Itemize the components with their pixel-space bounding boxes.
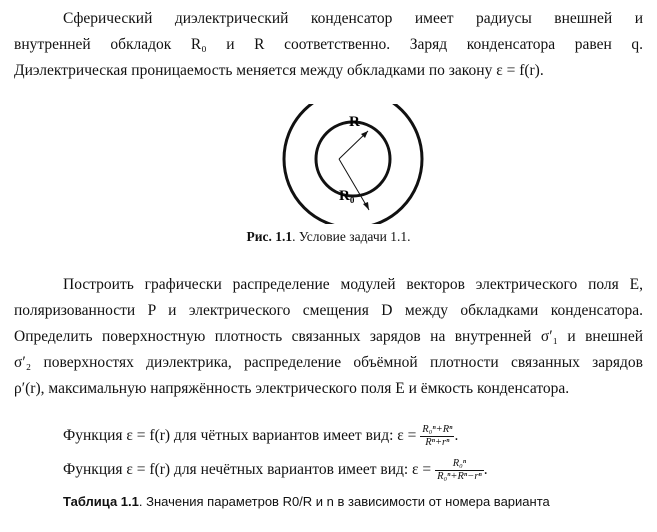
table-caption-text: . Значения параметров R0/R и n в зависимости от номера варианта — [138, 494, 550, 509]
odd-function-line: Функция ε = f(r) для нечётных вариантов имеет вид: ε = $\frac{\text{R₀ⁿ}}{\text{R₀ⁿ+Rⁿ−rⁿ}}$ . — [63, 458, 488, 482]
task-line-4: σ′₂ поверхностях диэлектрика, распределение объёмной плотности связанных зарядов — [14, 354, 643, 371]
even-denominator: Rⁿ+rⁿ — [425, 437, 450, 448]
task-line-2: поляризованности P и электрического смещения D между обкладками конденсатора. — [14, 302, 643, 319]
odd-denominator: R₀ⁿ+Rⁿ−rⁿ — [437, 471, 482, 482]
task-line-1: Построить графически распределение модулей векторов электрического поля E, — [63, 276, 643, 293]
figure-caption — [0, 229, 657, 245]
capacitor-figure — [0, 104, 657, 224]
task-line-5: ρ′(r), максимальную напряжённость электрического поля E и ёмкость конденсатора. — [14, 380, 570, 397]
label-R: R — [349, 114, 360, 130]
statement-line-1: Сферический диэлектрический конденсатор имеет радиусы внешней и — [63, 10, 643, 27]
table-caption — [63, 494, 550, 509]
statement-line-2: внутренней обкладок R₀ и R соответственно. Заряд конденсатора равен q. — [14, 36, 643, 53]
task-paragraph — [14, 272, 643, 402]
problem-statement — [14, 6, 643, 84]
figure-caption-label: Рис. 1.1 — [246, 229, 293, 244]
even-numerator: R₀ⁿ+Rⁿ — [422, 424, 453, 435]
task-line-3: Определить поверхностную плотность связанных зарядов на внутренней σ′₁ и внешней — [14, 328, 643, 345]
statement-line-3: Диэлектрическая проницаемость меняется между обкладками по закону ε = f(r). — [14, 62, 544, 79]
inner-sphere — [316, 122, 390, 196]
even-function-fraction — [420, 424, 454, 449]
label-R0: R₀ — [339, 188, 355, 204]
odd-numerator: R₀ⁿ — [435, 458, 484, 471]
even-function-line: Функция ε = f(r) для чётных вариантов имеет вид: ε = $\frac{\text{R₀ⁿ+Rⁿ}}{\text{Rⁿ+rⁿ}}$ . — [63, 424, 459, 448]
even-function-text: Функция ε = f(r) для чётных вариантов имеет вид: ε = — [63, 427, 417, 445]
odd-function-text: Функция ε = f(r) для нечётных вариантов имеет вид: ε = — [63, 461, 432, 479]
odd-function-fraction — [435, 458, 484, 483]
figure-caption-text: . Условие задачи 1.1. — [292, 229, 411, 244]
table-caption-label: Таблица 1.1 — [63, 494, 139, 509]
